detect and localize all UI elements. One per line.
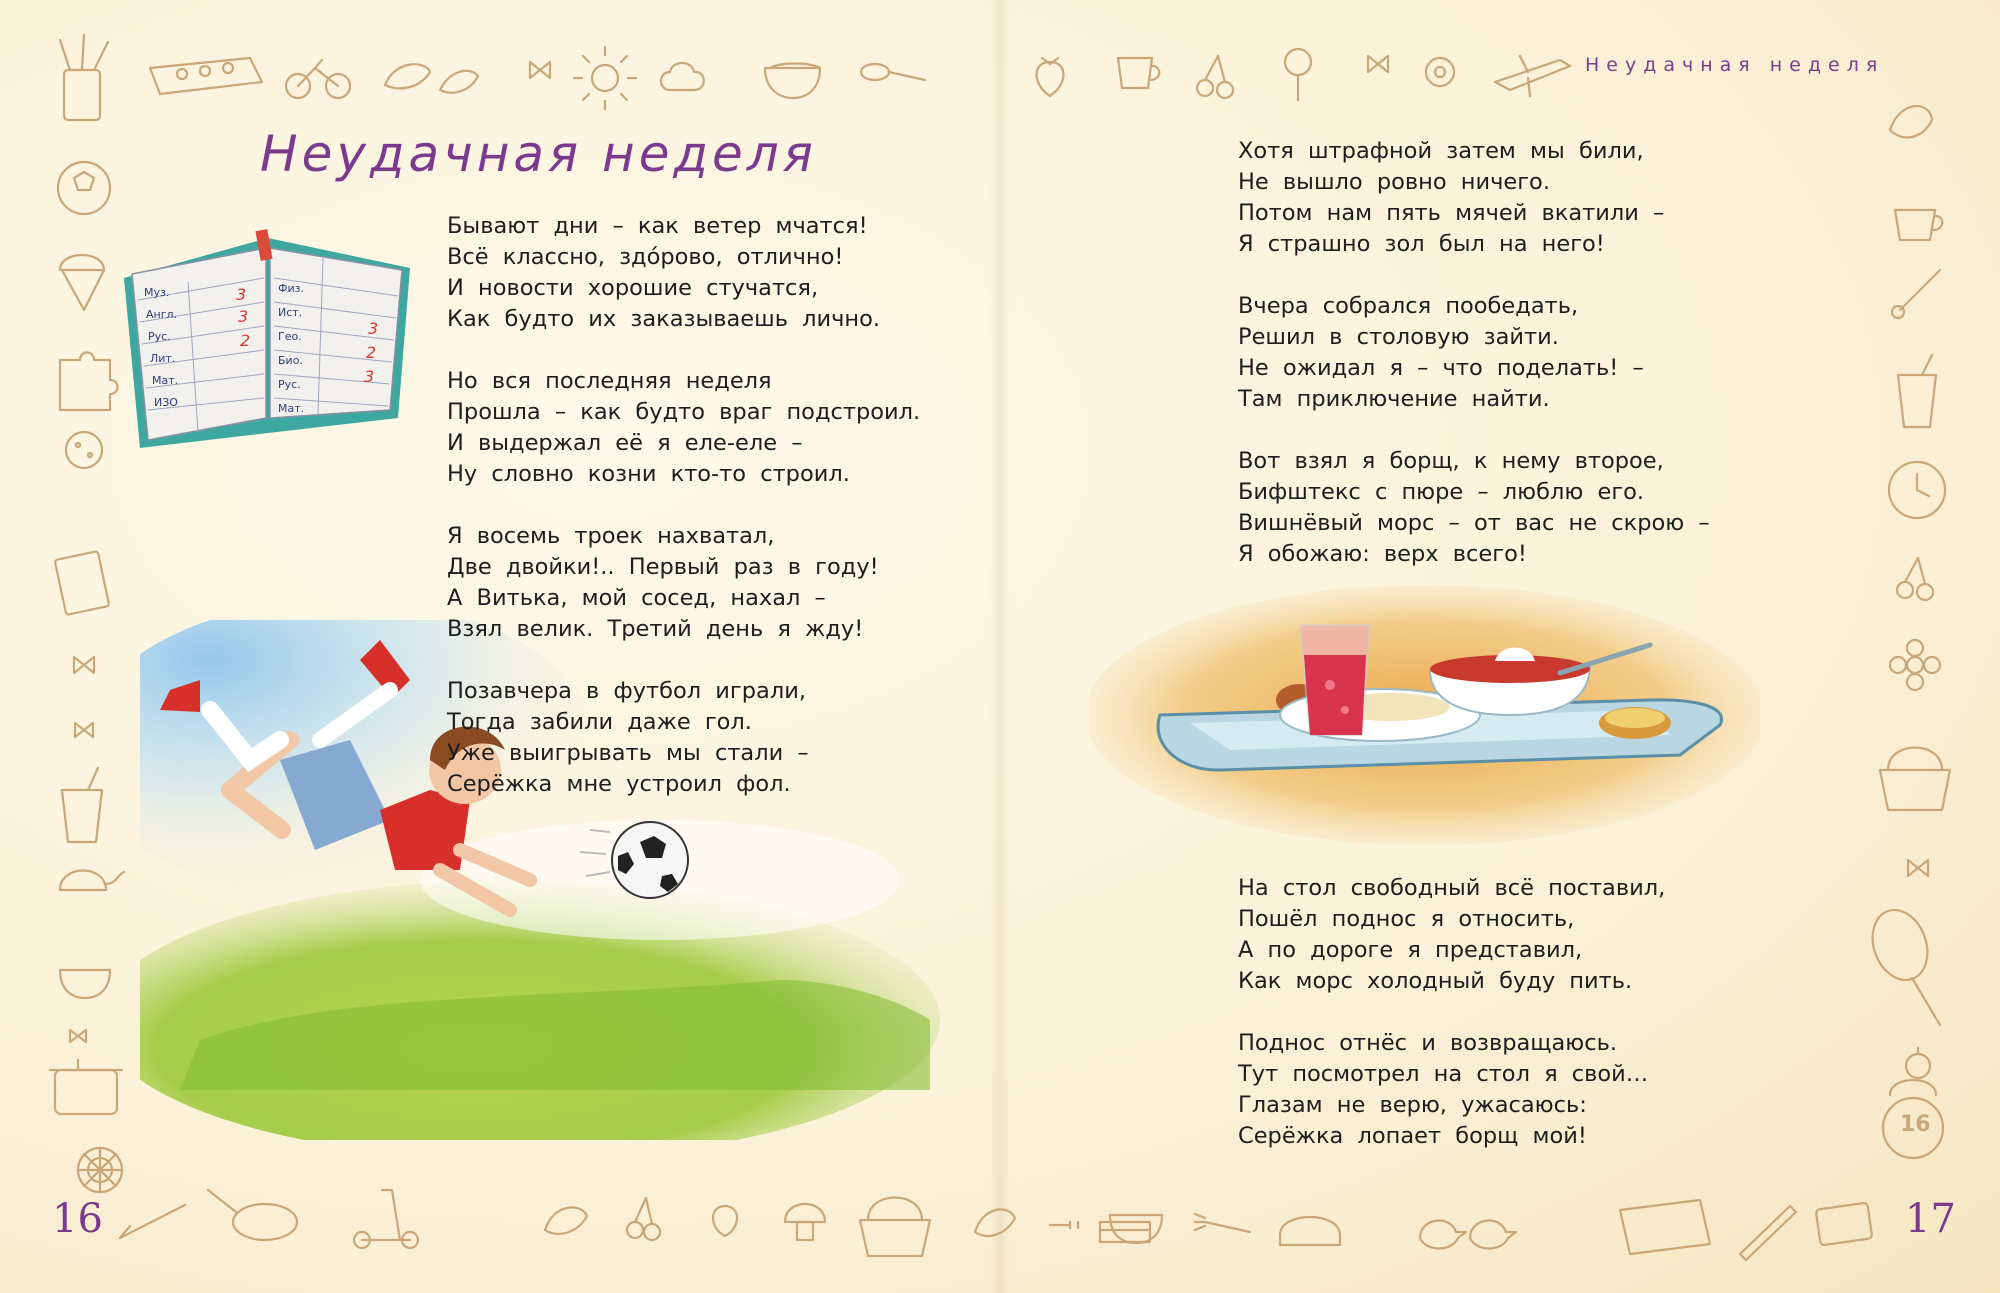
- poem-line: Поднос отнёс и возвращаюсь.: [1238, 1030, 1617, 1056]
- left-stanza-4: [447, 676, 809, 800]
- poem-line: Вот взял я борщ, к нему второе,: [1238, 448, 1664, 474]
- poem-line: Две двойки!.. Первый раз в году!: [447, 554, 879, 580]
- mushroom-icon: [785, 1204, 825, 1240]
- right-stanza-5: [1238, 1028, 1648, 1152]
- poem-line: Вчера собрался пообедать,: [1238, 293, 1579, 319]
- poem-line: Ну словно козни кто-то строил.: [447, 461, 850, 487]
- bowl-icon: [765, 64, 820, 99]
- butterfly-icon: [74, 657, 94, 673]
- lollipop-icon: [1285, 49, 1311, 100]
- ice-cream-icon: [60, 255, 104, 310]
- spoon-icon: [861, 64, 925, 80]
- poem-line: Тогда забили даже гол.: [447, 709, 752, 735]
- scooter-icon: [354, 1190, 418, 1248]
- diary-grade: 2: [240, 331, 251, 350]
- school-diary-illustration: [118, 218, 418, 458]
- cookie-icon: [66, 432, 102, 468]
- cherries-icon: [627, 1198, 660, 1240]
- stopwatch-icon: [1906, 1048, 1930, 1078]
- cherries-icon: [1197, 56, 1233, 98]
- teacup-icon: [1118, 58, 1159, 88]
- airplane-icon: [1495, 56, 1570, 96]
- poem-line: Но вся последняя неделя: [447, 368, 772, 394]
- thermometer-icon: [1892, 270, 1940, 318]
- poem-line: Решил в столовую зайти.: [1238, 324, 1559, 350]
- cereal-box-icon: [55, 551, 110, 615]
- pencil-icon: [1740, 1206, 1796, 1260]
- poem-line: Я обожаю: верх всего!: [1238, 541, 1527, 567]
- basket-icon: [860, 1198, 930, 1257]
- poem-line: Позавчера в футбол играли,: [447, 678, 806, 704]
- leaf-icon: [1890, 106, 1932, 137]
- diary-subject: Ист.: [278, 306, 303, 319]
- butterfly-icon: [530, 62, 550, 78]
- poem-line: Я восемь троек нахватал,: [447, 523, 775, 549]
- poem-line: Серёжка лопает борщ мой!: [1238, 1123, 1587, 1149]
- poem-line: Я страшно зол был на него!: [1238, 231, 1605, 257]
- diary-subject: ИЗО: [154, 396, 178, 409]
- diary-grade: 2: [366, 343, 377, 362]
- tennis-racket-icon: [1863, 902, 1940, 1025]
- poem-line: Бывают дни – как ветер мчатся!: [447, 213, 868, 239]
- poem-line: Уже выигрывать мы стали –: [447, 740, 809, 766]
- right-stanza-1: [1238, 136, 1664, 260]
- football-icon: [58, 162, 110, 214]
- glass-icon: [1898, 355, 1936, 427]
- diary-subject: Муз.: [144, 286, 170, 299]
- poem-line: На стол свободный всё поставил,: [1238, 875, 1666, 901]
- sun-icon: [574, 47, 636, 109]
- poem-line: А по дороге я представил,: [1238, 937, 1583, 963]
- fork-icon: [1050, 1222, 1078, 1228]
- diary-grade: 3: [236, 285, 247, 304]
- fork-icon: [1195, 1214, 1250, 1232]
- basket-icon: [1880, 748, 1950, 811]
- domino-icon: [1816, 1203, 1873, 1246]
- poem-line: Потом нам пять мячей вкатили –: [1238, 200, 1665, 226]
- poem-title: Неудачная неделя: [260, 125, 817, 183]
- diary-grade: 3: [364, 367, 375, 386]
- bicycle-icon: [286, 60, 350, 98]
- diary-subject: Био.: [278, 354, 303, 367]
- poem-line: Не вышло ровно ничего.: [1238, 169, 1550, 195]
- postcard-icon: [1620, 1200, 1710, 1254]
- kettlebell-label: 16: [1900, 1112, 1931, 1137]
- lunch-tray-illustration: [1090, 585, 1760, 845]
- poem-line: Взял велик. Третий день я жду!: [447, 616, 864, 642]
- right-stanza-3: [1238, 446, 1710, 570]
- bird-icon: [1420, 1221, 1466, 1249]
- frying-pan-icon: [208, 1190, 297, 1240]
- right-stanza-2: [1238, 291, 1644, 415]
- poem-line: Глазам не верю, ужасаюсь:: [1238, 1092, 1587, 1118]
- poem-line: Как морс холодный буду пить.: [1238, 968, 1633, 994]
- teapot-icon: [60, 871, 124, 891]
- poem-line: Вишнёвый морс – от вас не скрою –: [1238, 510, 1710, 536]
- cloud-icon: [661, 63, 704, 90]
- poem-line: Серёжка мне устроил фол.: [447, 771, 791, 797]
- spider-web-icon: [78, 1148, 122, 1192]
- left-stanza-2: [447, 366, 920, 490]
- bird-icon: [1470, 1221, 1516, 1249]
- diary-subject: Мат.: [278, 402, 305, 415]
- bowl-icon: [60, 970, 110, 998]
- poem-line: Тут посмотрел на стол я свой…: [1238, 1061, 1649, 1087]
- poem-line: Как будто их заказываешь лично.: [447, 306, 881, 332]
- left-stanza-3: [447, 521, 879, 645]
- poem-line: Пошёл поднос я относить,: [1238, 906, 1575, 932]
- leaf-icon: [545, 1207, 587, 1234]
- flower-icon: [1890, 640, 1940, 690]
- strawberry-icon: [1037, 58, 1064, 96]
- poem-line: И новости хорошие стучатся,: [447, 275, 819, 301]
- diary-subject: Лит.: [150, 352, 176, 365]
- cherries-icon: [1897, 558, 1933, 600]
- poem-line: Не ожидал я – что поделать! –: [1238, 355, 1644, 381]
- butterfly-icon: [1368, 56, 1388, 72]
- leaf-icon: [440, 71, 478, 93]
- poem-line: А Витька, мой сосед, нахал –: [447, 585, 826, 611]
- glass-icon: [62, 768, 102, 842]
- sandwich-icon: [1100, 1222, 1150, 1242]
- poem-line: Там приключение найти.: [1238, 386, 1550, 412]
- butterfly-icon: [1908, 860, 1928, 876]
- poem-line: Прошла – как будто враг подстроил.: [447, 399, 921, 425]
- poem-line: И выдержал её я еле-еле –: [447, 430, 803, 456]
- page-number-left: 16: [52, 1196, 103, 1242]
- clock-icon: [1889, 462, 1945, 518]
- running-title: Неудачная неделя: [1585, 54, 1885, 76]
- diary-subject: Мат.: [152, 374, 179, 387]
- poem-line: Бифштекс с пюре – люблю его.: [1238, 479, 1645, 505]
- pot-icon: [50, 1060, 122, 1114]
- pencil-cup-icon: [60, 35, 108, 120]
- page-number-right: 17: [1905, 1196, 1956, 1242]
- butterfly-icon: [70, 1030, 86, 1042]
- knife-icon: [120, 1205, 185, 1238]
- leaf-icon: [385, 64, 430, 88]
- bread-icon: [1280, 1217, 1340, 1245]
- leaf-icon: [975, 1209, 1015, 1236]
- diary-subject: Физ.: [278, 282, 304, 295]
- diary-subject: Рус.: [278, 378, 301, 391]
- poem-line: Хотя штрафной затем мы били,: [1238, 138, 1644, 164]
- diary-grade: 3: [368, 319, 379, 338]
- bread: [1599, 707, 1671, 739]
- glass-of-juice: [1300, 625, 1370, 735]
- poem-line: Всё классно, здóрово, отлично!: [447, 244, 844, 270]
- teacup-icon: [1895, 210, 1942, 240]
- diary-subject: Гео.: [278, 330, 302, 343]
- right-stanza-4: [1238, 873, 1665, 997]
- diary-grade: 3: [238, 307, 249, 326]
- left-stanza-1: [447, 211, 880, 335]
- diary-subject: Рус.: [148, 330, 171, 343]
- diary-subject: Англ.: [146, 308, 178, 321]
- donut-icon: [1426, 58, 1454, 86]
- puzzle-piece-icon: [60, 353, 118, 411]
- butterfly-icon: [75, 723, 93, 737]
- paint-box-icon: [150, 58, 262, 94]
- strawberry-icon: [713, 1206, 737, 1236]
